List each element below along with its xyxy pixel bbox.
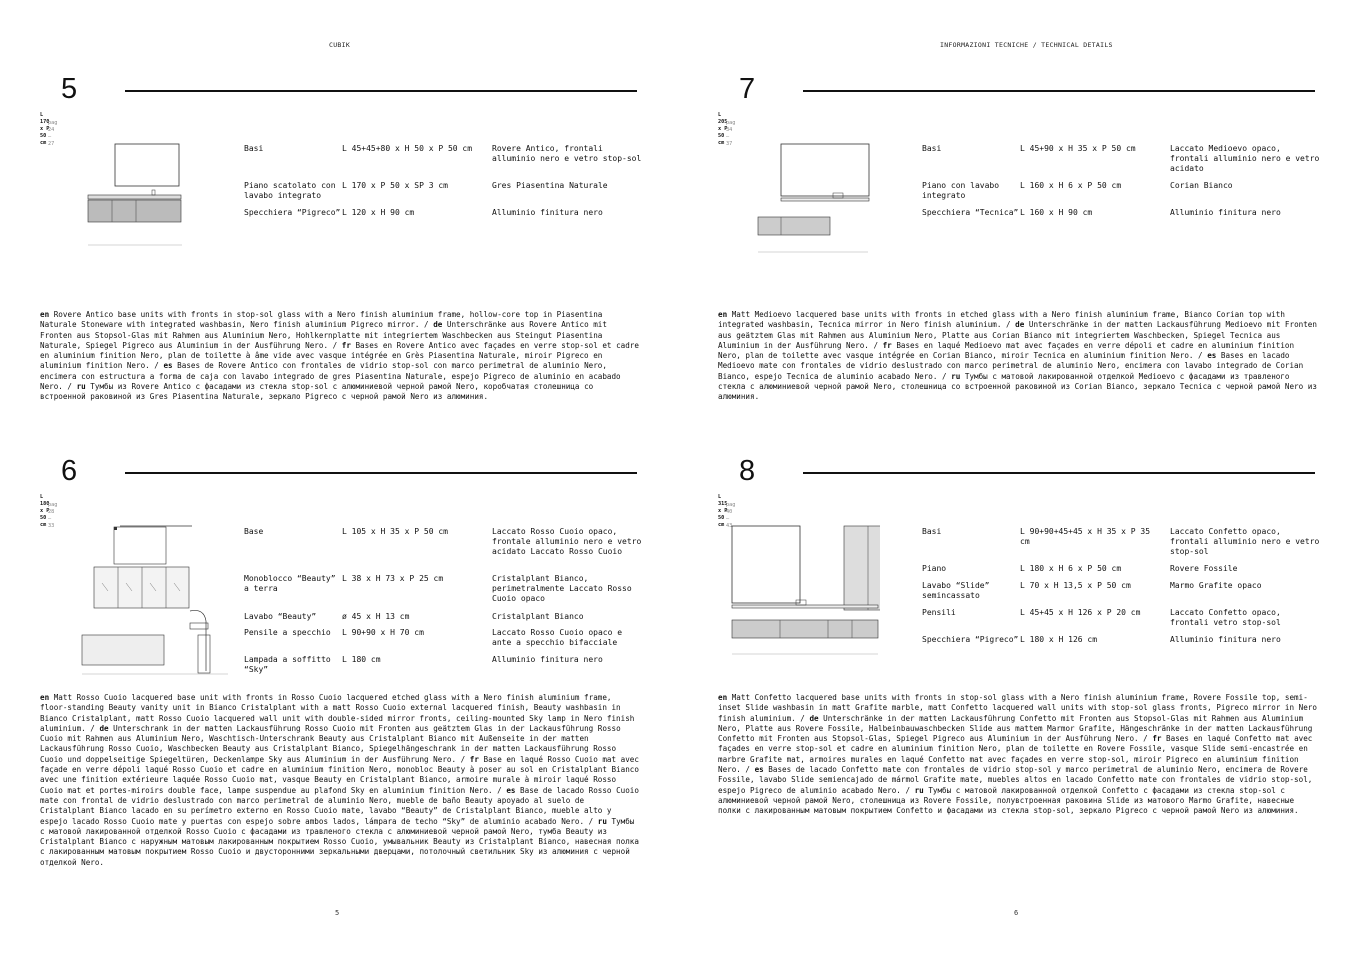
section-dimensions: L 205 x P 50 cm: [718, 112, 728, 146]
spec-item: Basi: [922, 527, 942, 536]
spec-size: L 180 cm: [342, 655, 381, 664]
section-dimensions: L 315 x P 50 cm: [718, 494, 728, 528]
lang-code: en: [718, 693, 728, 702]
lang-code: de: [809, 713, 819, 723]
spec-size: L 45+45 x H 126 x P 20 cm: [1020, 608, 1141, 617]
lang-text: Matt Rosso Cuoio lacquered base unit with fronts in Rosso Cuoio lacquered etched glass with a Nero finish aluminium frame, floor-standing Beauty vanity unit in Bianco Cristalplant with a matt Rosso Cuoio external lacquered finish, Beauty washbasin in Bianco Cristalplant, matt Rosso Cuoio lacquered wall unit with double-sided mirror fronts, ceiling-mounted Sky lamp in Nero finish aluminium. /: [40, 693, 635, 733]
spec-finish: Rovere Antico, frontali alluminio nero e vetro stop-sol: [492, 144, 642, 164]
spec-finish: Laccato Confetto opaco, frontali alluminio nero e vetro stop-sol: [1170, 527, 1320, 557]
lang-text: Bases de Rovere Antico con frontales de vidrio stop-sol con marco perimetral de aluminio Nero, encimera con estructura a forma de caja con lavabo integrado de gres Piasentina Naturale, espejo Pigreco de aluminio en acabado Nero. /: [40, 361, 621, 392]
lang-code: ru: [76, 382, 86, 392]
spec-finish: Laccato Medioevo opaco, frontali alluminio nero e vetro acidato: [1170, 144, 1320, 174]
spec-size: L 105 x H 35 x P 50 cm: [342, 527, 448, 536]
lang-code: es: [1207, 351, 1217, 361]
spec-finish: Laccato Confetto opaco, frontali vetro stop-sol: [1170, 608, 1281, 628]
spec-finish: Alluminio finitura nero: [1170, 208, 1281, 217]
spec-finish: Laccato Rosso Cuoio opaco e ante a specchio bifacciale: [492, 628, 623, 648]
section-dimensions: L 170 x P 50 cm: [40, 112, 50, 146]
section-rule: [803, 90, 1315, 92]
spec-finish: Rovere Fossile: [1170, 564, 1238, 573]
section-pages: pag 28 – 33: [48, 502, 58, 529]
spec-size: L 170 x P 50 x SP 3 cm: [342, 181, 448, 190]
product-drawing: [80, 523, 230, 685]
lang-text: Unterschränke in der matten Lackausführung Confetto mit Fronten aus Stopsol-Glas mit Rahmen aus Aluminium Nero, Platte aus Rovere Fossile, Halbeinbauwaschbecken Slide aus mattem Marmor Grafite, Hängeschränke in der matten Lackausführung Confetto mit Fronten aus Stopsol-Glas, Spiegel Pigreco aus Aluminium in der Ausführung Nero. /: [718, 713, 1313, 744]
page-number-right: 6: [1014, 909, 1019, 917]
lang-code: ru: [951, 371, 961, 381]
lang-code: fr: [469, 754, 479, 764]
lang-code: es: [506, 785, 516, 795]
spec-item: Lavabo “Beauty”: [244, 612, 317, 621]
section-number: 7: [739, 73, 756, 105]
header-right: INFORMAZIONI TECNICHE / TECHNICAL DETAILS: [940, 41, 1113, 49]
spec-finish: Laccato Rosso Cuoio opaco, frontale alluminio nero e vetro acidato Laccato Rosso Cuoio: [492, 527, 642, 557]
page-number-left: 5: [335, 909, 340, 917]
spec-size: L 90+90+45+45 x H 35 x P 35 cm: [1020, 527, 1151, 547]
section-description: [718, 310, 1318, 403]
section-number: 8: [739, 455, 756, 487]
spec-size: L 90+90 x H 70 cm: [342, 628, 424, 637]
lang-code: es: [163, 361, 173, 371]
spec-item: Basi: [922, 144, 942, 153]
section-description: [40, 310, 640, 403]
lang-code: en: [40, 310, 50, 319]
section-pages: pag 24 – 27: [48, 120, 58, 147]
lang-text: Unterschrank in der matten Lackausführung Rosso Cuoio mit Fronten aus geätztem Glas in der Lackausführung Rosso Cuoio mit Rahmen aus Aluminium Nero, Waschtisch-Unterschrank Beauty aus Cristalplant Bianco mit Außenseite in der matten Lackausführung Rosso Cuoio, Waschbecken Beauty aus Cristalplant Bianco, Spiegelhängeschrank in der matten Lackausführung Rosso Cuoio und doppelseitige Spiegeltüren, Deckenlampe Sky aus Aluminium in der Ausführung Nero. /: [40, 723, 621, 764]
lang-text: Bases en laqué Confetto mat avec façades en verre stop-sol et cadre en aluminium finition Nero, plan de toilette en Rovere Fossile, vasque Slide semi-encastrée en marbre Grafite mat, armoires murales en laqué Confetto mat avec façades en verre stop-sol, miroir Pigreco en aluminium finition Nero. /: [718, 734, 1313, 775]
lang-code: fr: [882, 340, 892, 350]
product-drawing: [756, 143, 871, 255]
spec-finish: Cristalplant Bianco: [492, 612, 584, 621]
spec-size: L 180 x H 126 cm: [1020, 635, 1098, 644]
lang-code: es: [754, 765, 764, 775]
product-drawing: [730, 525, 880, 657]
section-pages: pag 34 – 37: [726, 120, 736, 147]
spec-size: L 120 x H 90 cm: [342, 208, 415, 217]
spec-item: Specchiera “Pigreco”: [244, 208, 341, 217]
lang-text: Matt Confetto lacquered base units with fronts in stop-sol glass with a Nero finish aluminium frame, Rovere Fossile top, semi-inset Slide washbasin in matt Grafite marble, matt Confetto lacquered wall units with stop-sol glass fronts, Pigreco mirror in Nero finish aluminium. /: [718, 693, 1317, 723]
lang-text: Тумбы с матовой лакированной отделкой Medioevo с фасадами из травленого стекла с алюминиевой черной рамой Nero, столешница со встроенной раковиной из Corian Bianco, зеркало Tecnica с черной рамой Nero из алюминия.: [718, 371, 1317, 402]
lang-text: Тумбы с матовой лакированной отделкой Rosso Cuoio с фасадами из травленого стекла с алюминиевой черной рамой Nero, тумба Beauty из Cristalplant Bianco с наружным матовым лакированным покрытием Rosso Cuoio, умывальник Beauty из Cristalplant Bianco, навесная полка с лакированным матовым покрытием Rosso Cuoio и двусторонними зеркальными дверцами, потолочный светильник Sky из алюминия с черной отделкой Nero.: [40, 816, 639, 867]
lang-text: Bases de lacado Confetto mate con frontales de vidrio stop-sol y marco perimetral de aluminio Nero, encimera de Rovere Fossile, lavabo Slide semiencajado de mármol Grafite mate, muebles altos en lacado Confetto mate con frontales de vidrio stop-sol, espejo Pigreco de aluminio acabado Nero. /: [718, 765, 1313, 795]
lang-text: Unterschränke aus Rovere Antico mit Fronten aus Stopsol-Glas mit Rahmen aus Aluminium Nero, Hohlkernplatte mit integriertem Waschbecken aus Steingut Piasentina Naturale, Spiegel Pigreco aus Aluminium in der Ausführung Nero. /: [40, 320, 607, 350]
spec-finish: Alluminio finitura nero: [492, 208, 603, 217]
section-description: [718, 693, 1318, 817]
spec-finish: Gres Piasentina Naturale: [492, 181, 608, 190]
spec-finish: Alluminio finitura nero: [1170, 635, 1281, 644]
lang-text: Bases en Rovere Antico avec façades en verre stop-sol et cadre en aluminium finition Nero, plan de toilette à âme vide avec vasque intégrée en Grès Piasentina Naturale, miroir Pigreco en aluminium finition Nero. /: [40, 340, 639, 371]
spec-size: L 45+45+80 x H 50 x P 50 cm: [342, 144, 473, 153]
spec-size: L 160 x H 6 x P 50 cm: [1020, 181, 1122, 190]
spec-item: Pensili: [922, 608, 956, 617]
spec-item: Piano con lavabo integrato: [922, 181, 1000, 201]
spec-item: Basi: [244, 144, 264, 153]
lang-code: ru: [597, 816, 607, 826]
spec-item: Piano scatolato con lavabo integrato: [244, 181, 336, 201]
lang-code: ru: [914, 785, 924, 795]
spec-item: Base: [244, 527, 264, 536]
section-description: [40, 693, 640, 868]
product-drawing: [85, 143, 185, 249]
lang-text: Matt Medioevo lacquered base units with fronts in etched glass with a Nero finish aluminium frame, Bianco Corian top with integrated washbasin, Tecnica mirror in Nero finish aluminium. /: [718, 310, 1285, 330]
lang-text: Bases en laqué Medioevo mat avec façades en verre dépoli et cadre en aluminium finition Nero, plan de toilette avec vasque intégrée en Corian Bianco, miroir Tecnica en aluminium finition Nero. /: [718, 340, 1295, 361]
lang-text: Base en laqué Rosso Cuoio mat avec façade en verre dépoli laqué Rosso Cuoio et cadre en aluminium finition Nero, monobloc Beauty à poser au sol en Cristalplant Bianco avec une finition extérieure laquée Rosso Cuoio mat, vasque Beauty en Cristalplant Bianco, armoire murale à miroir laqué Rosso Cuoio mat et portes-miroirs double face, lampe suspendue au plafond Sky en aluminium finition Nero. /: [40, 754, 639, 795]
spec-size: L 70 x H 13,5 x P 50 cm: [1020, 581, 1131, 590]
header-left: CUBIK: [329, 41, 351, 49]
spec-item: Pensile a specchio: [244, 628, 331, 637]
section-number: 6: [61, 455, 78, 487]
section-dimensions: L 180 x P 50 cm: [40, 494, 50, 528]
section-rule: [803, 472, 1315, 474]
spec-item: Monoblocco “Beauty” a terra: [244, 574, 336, 594]
spec-item: Piano: [922, 564, 947, 573]
spec-size: ø 45 x H 13 cm: [342, 612, 410, 621]
lang-code: de: [433, 320, 443, 330]
section-number: 5: [61, 73, 78, 105]
lang-text: Base de lacado Rosso Cuoio mate con frontal de vidrio deslustrado con marco perimetral de aluminio Nero, mueble de baño Beauty apoyado al suelo de Cristalplant Bianco lacado en su perímetro externo en Rosso Cuoio mate, lavabo “Beauty” de Cristalplant Bianco, mueble alto y espejo lacado Rosso Cuoio mate y puertas con espejo sobre ambos lados, lámpara de techo “Sky” de aluminio acabado Nero. /: [40, 785, 639, 826]
section-pages: pag 40 – 43: [726, 502, 736, 529]
spec-finish: Alluminio finitura nero: [492, 655, 603, 664]
spec-finish: Cristalplant Bianco, perimetralmente Laccato Rosso Cuoio opaco: [492, 574, 632, 604]
spec-size: L 160 x H 90 cm: [1020, 208, 1093, 217]
spec-size: L 180 x H 6 x P 50 cm: [1020, 564, 1122, 573]
spec-size: L 38 x H 73 x P 25 cm: [342, 574, 444, 583]
lang-text: Rovere Antico base units with fronts in stop-sol glass with a Nero finish aluminium frame, hollow-core top in Piasentina Naturale Stoneware with integrated washbasin, Nero finish aluminium Pigreco mirror. /: [40, 310, 603, 330]
lang-code: fr: [341, 340, 351, 350]
lang-text: Bases en lacado Medioevo mate con frontales de vidrio deslustrado con marco perimetral de aluminio Nero, encimera con lavabo integrado de Corian Bianco, espejo Tecnica de aluminio acabado Nero. /: [718, 351, 1304, 381]
spec-size: L 45+90 x H 35 x P 50 cm: [1020, 144, 1136, 153]
spec-item: Specchiera “Tecnica”: [922, 208, 1019, 217]
lang-code: de: [1015, 320, 1025, 330]
lang-text: Unterschränke in der matten Lackausführung Medioevo mit Fronten aus geätztem Glas mit Rahmen aus Aluminium Nero, Platte aus Corian Bianco mit integriertem Waschbecken, Spiegel Tecnica aus Aluminium in der Ausführung Nero. /: [718, 320, 1317, 350]
lang-code: fr: [1152, 734, 1162, 744]
lang-code: en: [718, 310, 728, 319]
lang-code: de: [99, 723, 109, 733]
section-rule: [125, 90, 637, 92]
spec-finish: Corian Bianco: [1170, 181, 1233, 190]
section-rule: [125, 472, 637, 474]
spec-finish: Marmo Grafite opaco: [1170, 581, 1262, 590]
lang-text: Тумбы с матовой лакированной отделкой Confetto с фасадами из стекла stop-sol с алюминиевой черной рамой Nero, столешница из Rovere Fossile, полувстроенная раковина Slide из матового Marmo Grafite, навесные полки с лакированным матовым покрытием Confetto и фасадами из стекла stop-sol, зеркало Pigreco с черной рамой Nero из алюминия.: [718, 785, 1299, 816]
spec-item: Lavabo “Slide” semincassato: [922, 581, 990, 601]
lang-text: Тумбы из Rovere Antico с фасадами из стекла stop-sol с алюминиевой черной рамой Nero, коробчатая столешница со встроенной раковиной из Gres Piasentina Naturale, зеркало Pigreco с черной рамой Nero из алюминия.: [40, 382, 594, 402]
lang-code: en: [40, 693, 50, 702]
spec-item: Lampada a soffitto “Sky”: [244, 655, 331, 675]
spec-item: Specchiera “Pigreco”: [922, 635, 1019, 644]
